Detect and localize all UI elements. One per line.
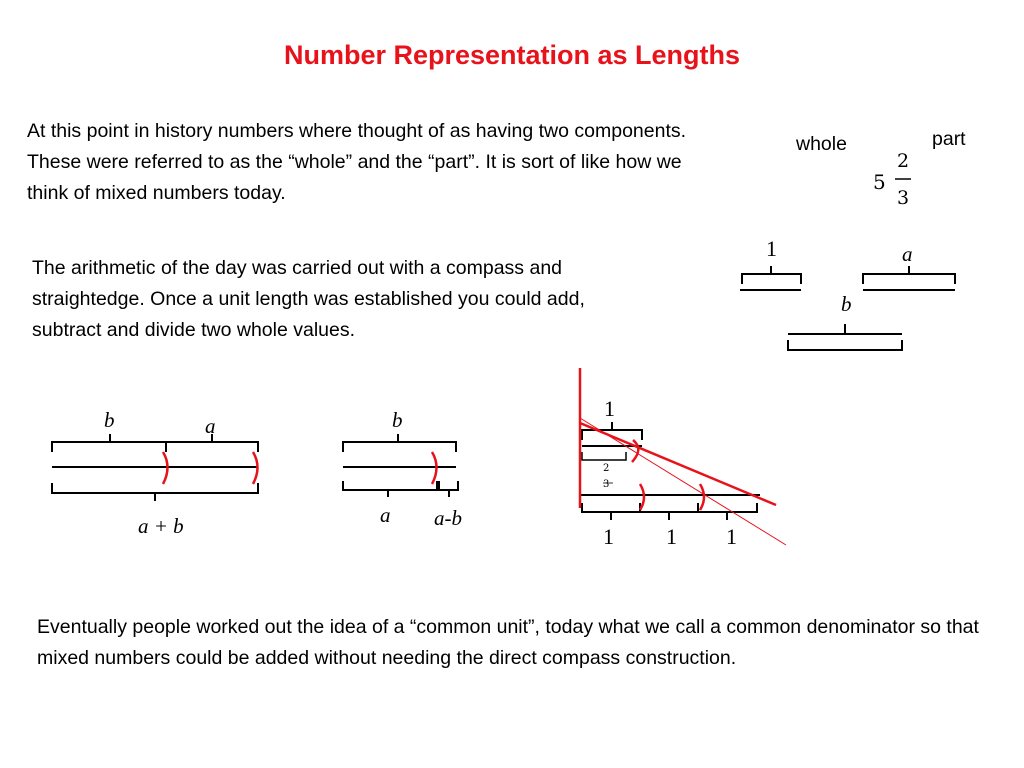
intro-paragraph: At this point in history numbers where thought of as having two components. These were referred to as the “whole” and the “part”. It is sort of like how we think of mixed numbers today.: [27, 120, 687, 204]
unit-one-label: 1: [766, 236, 777, 261]
subtraction-a-label: a: [380, 503, 391, 527]
addition-a-label: a: [205, 414, 216, 438]
division-bottom-ticks: [611, 512, 727, 520]
unit-a-brace: [863, 266, 955, 284]
division-bottom-one-label: 1: [603, 524, 614, 549]
mixed-numerator: 2: [897, 150, 910, 172]
addition-sum-label: a + b: [138, 514, 184, 538]
unit-b-brace: [788, 324, 902, 350]
addition-b-brace: [52, 434, 166, 452]
unit-a-label: a: [902, 242, 913, 266]
division-fraction-brace: [582, 452, 626, 460]
mixed-whole: 5: [873, 170, 886, 194]
page-title: Number Representation as Lengths: [283, 40, 741, 70]
division-top-one-label: 1: [604, 396, 615, 421]
arithmetic-paragraph: The arithmetic of the day was carried out with a compass and straightedge. Once a unit length was established you could add, subtract and divide two whole values.: [32, 257, 585, 341]
part-label: part: [932, 128, 966, 150]
addition-sum-brace: [52, 483, 258, 501]
addition-a-brace: [166, 434, 258, 452]
conclusion-paragraph: Eventually people worked out the idea of a “common unit”, today what we call a common denominator so that mixed numbers could be added without needing the direct compass construction.: [37, 616, 979, 669]
division-bottom-one-label: 1: [666, 524, 677, 549]
subtraction-a-brace: [343, 481, 437, 497]
subtraction-b-brace: [343, 434, 456, 452]
addition-b-label: b: [104, 408, 115, 432]
unit-b-label: b: [841, 292, 852, 316]
unit-one-brace: [742, 266, 801, 284]
subtraction-difference-label: a-b: [434, 506, 462, 530]
division-main-diagonal: [580, 423, 776, 505]
subtraction-difference-brace: [439, 481, 458, 497]
division-fraction-denominator: 3: [603, 479, 610, 490]
subtraction-b-label: b: [392, 408, 403, 432]
division-parallel-line: [580, 418, 786, 545]
division-bottom-one-label: 1: [726, 524, 737, 549]
mixed-denominator: 3: [897, 187, 910, 209]
division-arc-2: [700, 484, 704, 510]
division-fraction-numerator: 2: [603, 463, 610, 474]
whole-label: whole: [796, 133, 847, 155]
